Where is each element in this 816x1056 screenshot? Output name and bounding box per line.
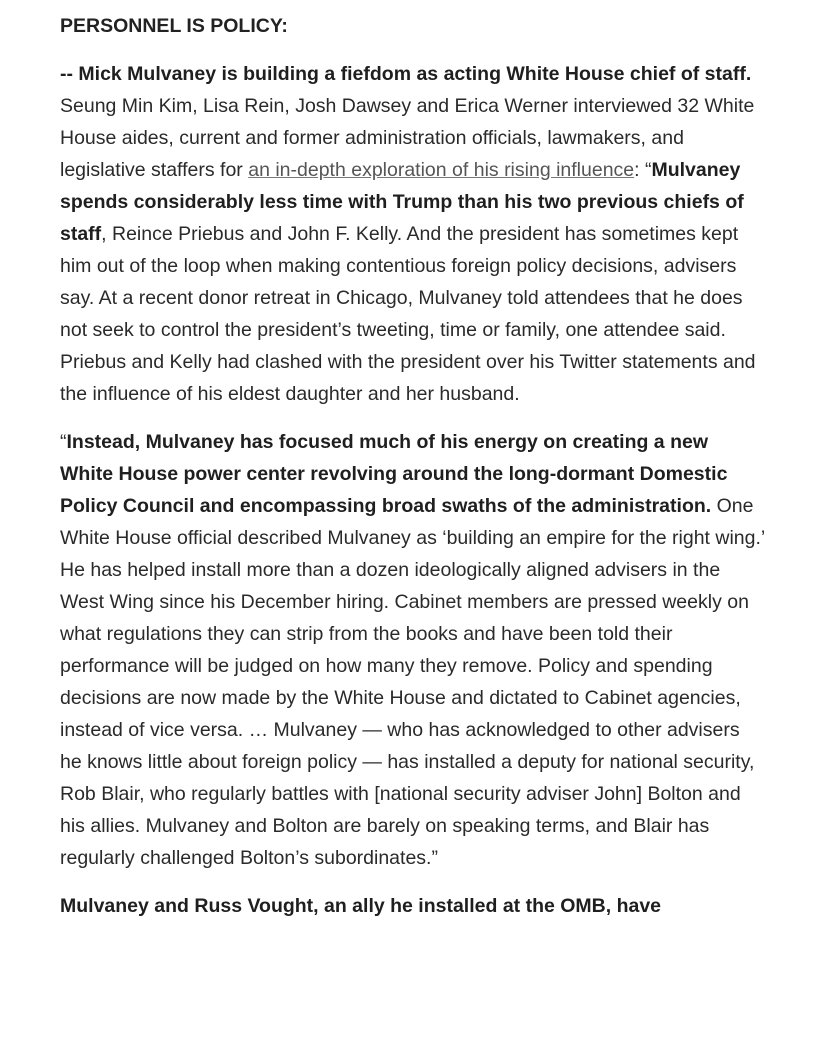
paragraph-1-bold-quote: Mulvaney spends considerably less time with Trump than his two previous chiefs of staff [60, 159, 744, 245]
paragraph-2-open-quote: “ [60, 431, 67, 453]
paragraph-1-text-3: , Reince Priebus and John F. Kelly. And the president has sometimes kept him out of the loop when making contentious foreign policy decisions, advisers say. At a recent donor retreat in Chicago, Mulvaney told attendees that he does not seek to control the president’s tweeting, time or family, one attendee said. Priebus and Kelly had clashed with the president over his Twitter statements and the influence of his eldest daughter and her husband. [60, 223, 756, 405]
paragraph-1-lead: -- Mick Mulvaney is building a fiefdom as acting White House chief of staff. [60, 63, 752, 85]
section-heading: PERSONNEL IS POLICY: [60, 15, 288, 37]
paragraph-2-text: One White House official described Mulvaney as ‘building an empire for the right wing.’ He has helped install more than a dozen ideologically aligned advisers in the West Wing since his December hiring. Cabinet members are pressed weekly on what regulations they can strip from the books and have been told their performance will be judged on how many they remove. Policy and spending decisions are now made by the White House and dictated to Cabinet agencies, instead of vice versa. … Mulvaney — who has acknowledged to other advisers he knows little about foreign policy — has installed a deputy for national security, Rob Blair, who regularly battles with [national security adviser John] Bolton and his allies. Mulvaney and Bolton are barely on speaking terms, and Blair has regularly challenged Bolton’s subordinates.” [60, 495, 765, 869]
paragraph-2 [60, 426, 766, 874]
paragraph-1-text-1: Seung Min Kim, Lisa Rein, Josh Dawsey and Erica Werner interviewed 32 White House aides, current and former administration officials, lawmakers, and legislative staffers for [60, 95, 755, 181]
in-depth-exploration-link[interactable]: an in-depth exploration of his rising influence [248, 159, 635, 181]
paragraph-3 [60, 890, 766, 922]
paragraph-3-lead: Mulvaney and Russ Vought, an ally he installed at the OMB, have [60, 895, 662, 917]
article-body [60, 12, 766, 938]
paragraph-1 [60, 58, 766, 410]
paragraph-1-text-2: : “ [634, 159, 652, 181]
paragraph-2-lead: Instead, Mulvaney has focused much of his energy on creating a new White House power center revolving around the long-dormant Domestic Policy Council and encompassing broad swaths of the administration. [60, 431, 728, 517]
